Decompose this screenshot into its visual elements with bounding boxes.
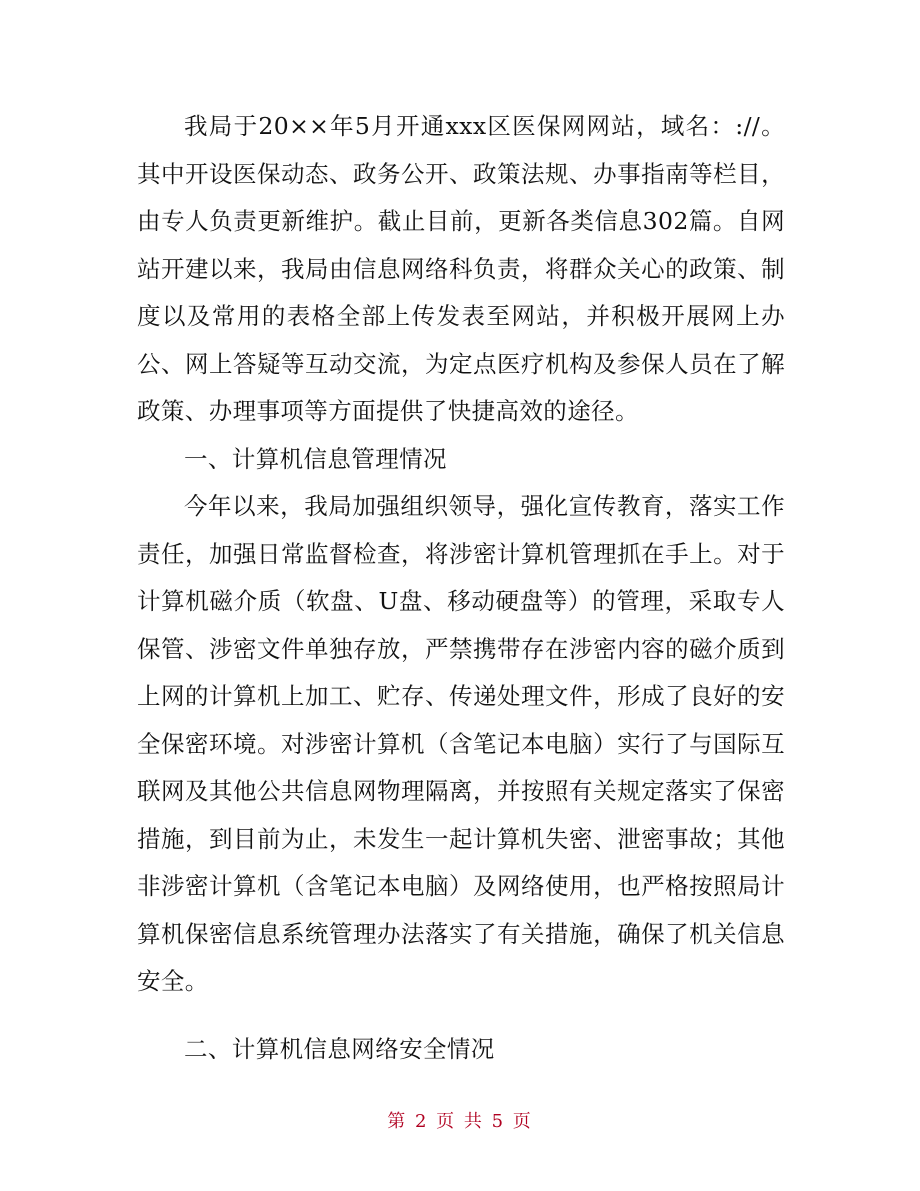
- document-body: [137, 103, 785, 1073]
- page-number-label: 第 2 页 共 5 页: [387, 1111, 533, 1132]
- intro-paragraph: 我局于20××年5月开通xxx区医保网网站，域名：://。其中开设医保动态、政务公开、政策法规、办事指南等栏目，由专人负责更新维护。截止目前，更新各类信息302篇。自网站开建以来，我局由信息网络科负责，将群众关心的政策、制度以及常用的表格全部上传发表至网站，并积极开展网上办公、网上答疑等互动交流，为定点医疗机构及参保人员在了解政策、办理事项等方面提供了快捷高效的途径。: [137, 112, 785, 425]
- section-heading-network-security: 二、计算机信息网络安全情况: [184, 1034, 495, 1063]
- section-paragraph-computer-info-management: 今年以来，我局加强组织领导，强化宣传教育，落实工作责任，加强日常监督检查，将涉密计算机管理抓在手上。对于计算机磁介质（软盘、U盘、移动硬盘等）的管理，采取专人保管、涉密文件单独存放，严禁携带存在涉密内容的磁介质到上网的计算机上加工、贮存、传递处理文件，形成了良好的安全保密环境。对涉密计算机（含笔记本电脑）实行了与国际互联网及其他公共信息网物理隔离，并按照有关规定落实了保密措施，到目前为止，未发生一起计算机失密、泄密事故；其他非涉密计算机（含笔记本电脑）及网络使用，也严格按照局计算机保密信息系统管理办法落实了有关措施，确保了机关信息安全。: [137, 492, 785, 995]
- section-heading-computer-info-management: 一、计算机信息管理情况: [184, 444, 447, 473]
- page-footer: [0, 1110, 920, 1134]
